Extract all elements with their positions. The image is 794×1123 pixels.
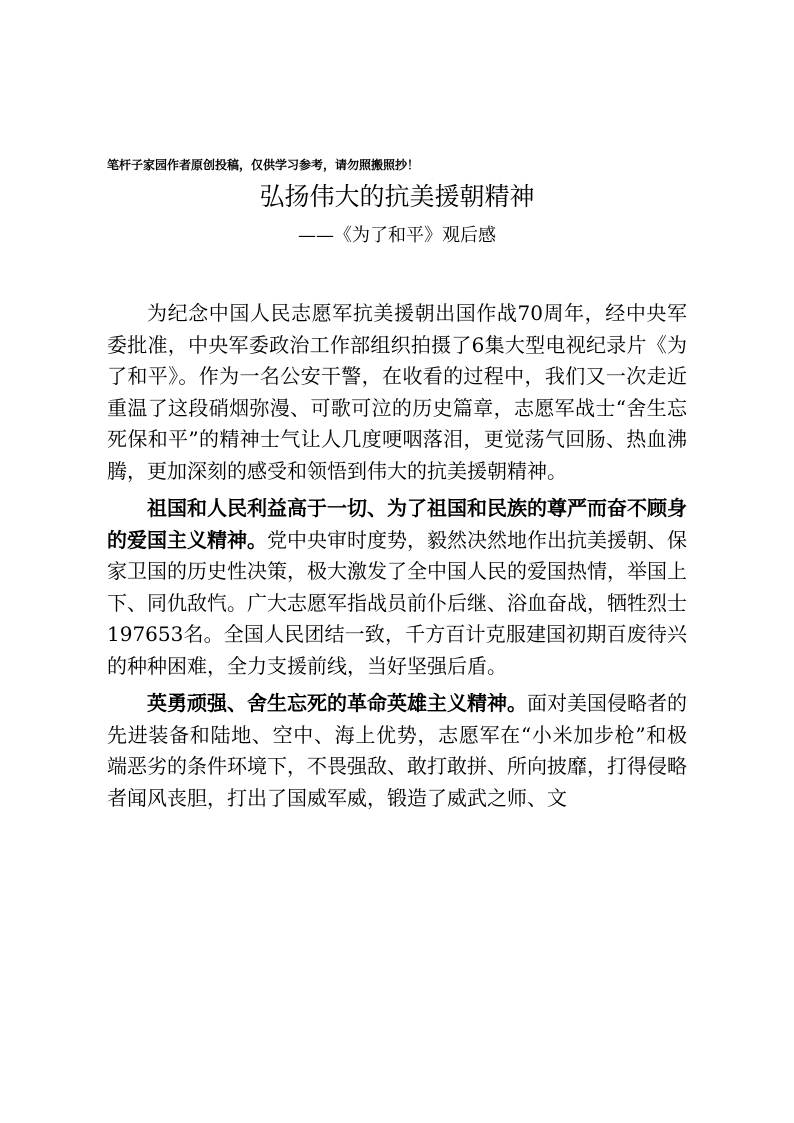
document-body	[107, 298, 687, 820]
page-subtitle: ——《为了和平》观后感	[298, 225, 496, 246]
paragraph-text: 党中央审时度势，毅然决然地作出抗美援朝、保家卫国的历史性决策，极大激发了全中国人民的爱国热情，举国上下、同仇敌忾。广大志愿军指战员前仆后继、浴血奋战，牺牲烈士197653名。全国人民团结一致，千方百计克服建国初期百废待兴的种种困难，全力支援前线，当好坚强后盾。	[107, 527, 687, 678]
paragraph-lead-heading: 英勇顽强、舍生忘死的革命英雄主义精神。	[147, 691, 527, 715]
paragraph-lead-heading: 祖国和人民利益高于一切、为了祖国和民族的尊严而奋不顾身的爱国主义精神。	[107, 496, 687, 552]
paragraph-text: 面对美国侵略者的先进装备和陆地、空中、海上优势，志愿军在“小米加步枪”和极端恶劣的条件环境下，不畏强敌、敢打敢拼、所向披靡，打得侵略者闻风丧胆，打出了国威军威，锻造了威武之师、文	[107, 691, 687, 810]
page-title: 弘扬伟大的抗美援朝精神	[259, 182, 535, 211]
paragraph-text: 为纪念中国人民志愿军抗美援朝出国作战70周年，经中央军委批准，中央军委政治工作部组织拍摄了6集大型电视纪录片《为了和平》。作为一名公安干警，在收看的过程中，我们又一次走近重温了这段硝烟弥漫、可歌可泣的历史篇章，志愿军战士“舍生忘死保和平”的精神士气让人几度哽咽落泪，更觉荡气回肠、热血沸腾，更加深刻的感受和领悟到伟大的抗美援朝精神。	[107, 301, 687, 483]
copyright-notice: 笔杆子家园作者原创投稿，仅供学习参考，请勿照搬照抄！	[107, 158, 420, 172]
paragraph-intro	[107, 298, 687, 487]
paragraph-heroism	[107, 688, 687, 814]
paragraph-patriotism	[107, 493, 687, 682]
